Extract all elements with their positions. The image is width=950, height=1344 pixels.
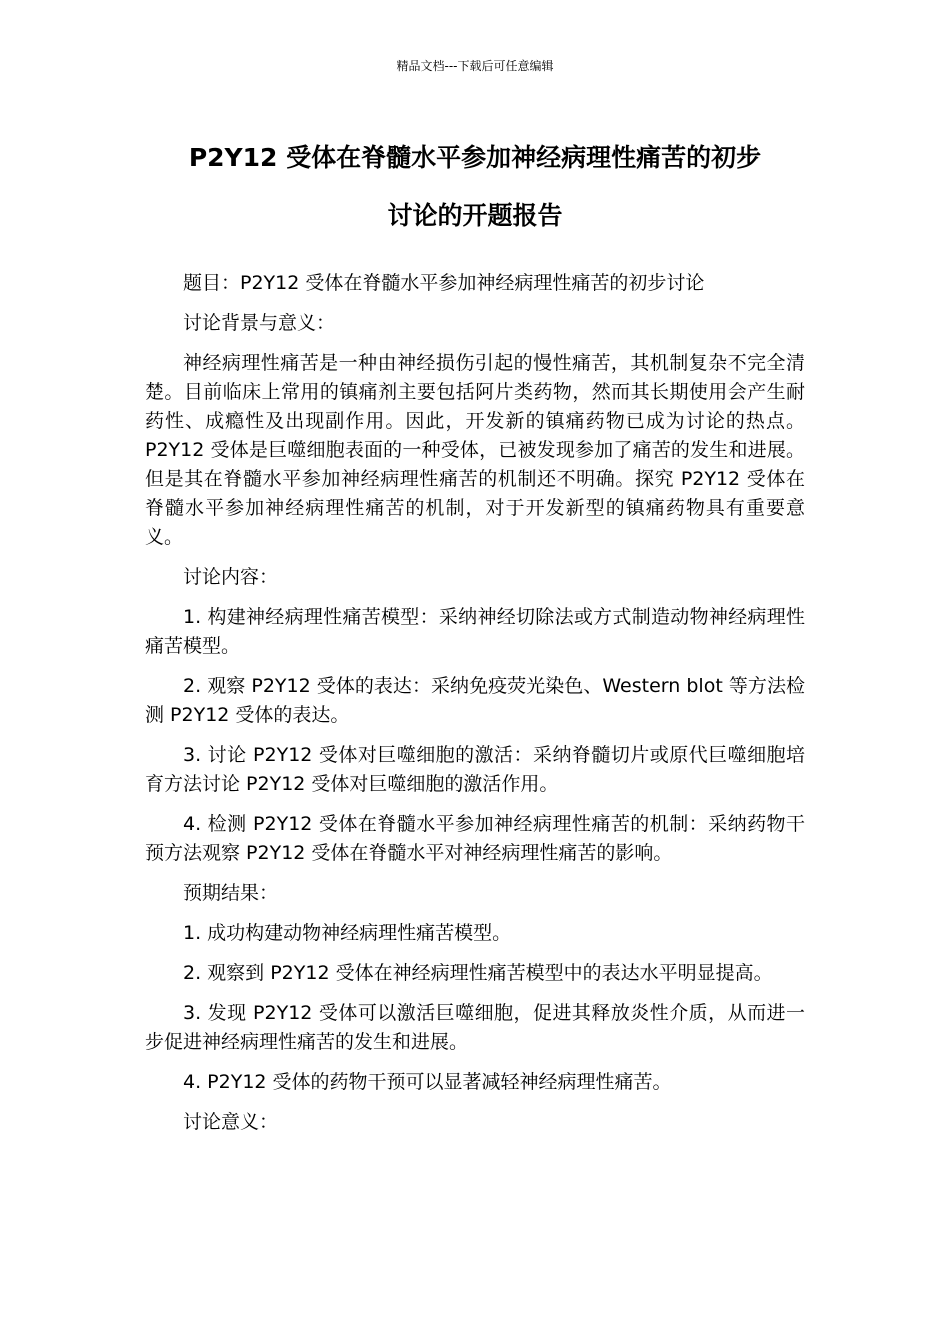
result-item-3: 3. 发现 P2Y12 受体可以激活巨噬细胞，促进其释放炎性介质，从而进一步促进神经病理性痛苦的发生和进展。 bbox=[145, 1002, 805, 1053]
result-item-2: 2. 观察到 P2Y12 受体在神经病理性痛苦模型中的表达水平明显提高。 bbox=[183, 962, 773, 984]
background-paragraph: 神经病理性痛苦是一种由神经损伤引起的慢性痛苦，其机制复杂不完全清楚。目前临床上常用的镇痛剂主要包括阿片类药物，然而其长期使用会产生耐药性、成瘾性及出现副作用。因此，开发新的镇痛药物已成为讨论的热点。P2Y12 受体是巨噬细胞表面的一种受体，已被发现参加了痛苦的发生和进展。但是其在脊髓水平参加神经病理性痛苦的机制还不明确。探究 P2Y12 受体在脊髓水平参加神经病理性痛苦的机制，对于开发新型的镇痛药物具有重要意义。 bbox=[145, 352, 805, 548]
section-heading-background: 讨论背景与意义： bbox=[183, 312, 336, 334]
result-item-4: 4. P2Y12 受体的药物干预可以显著减轻神经病理性痛苦。 bbox=[183, 1071, 672, 1093]
section-heading-content: 讨论内容： bbox=[183, 566, 279, 588]
content-item-4: 4. 检测 P2Y12 受体在脊髓水平参加神经病理性痛苦的机制：采纳药物干预方法观察 P2Y12 受体在脊髓水平对神经病理性痛苦的影响。 bbox=[145, 813, 805, 864]
content-item-3: 3. 讨论 P2Y12 受体对巨噬细胞的激活：采纳脊髓切片或原代巨噬细胞培育方法讨论 P2Y12 受体对巨噬细胞的激活作用。 bbox=[145, 744, 805, 795]
section-heading-significance: 讨论意义： bbox=[183, 1111, 279, 1133]
document-title-line-1: P2Y12 受体在脊髓水平参加神经病理性痛苦的初步 bbox=[188, 143, 762, 172]
section-heading-expected-results: 预期结果： bbox=[183, 882, 279, 904]
page-header-note: 精品文档---下载后可任意编辑 bbox=[396, 59, 554, 73]
document-body bbox=[145, 269, 805, 1148]
document-title bbox=[110, 129, 840, 245]
content-item-1: 1. 构建神经病理性痛苦模型：采纳神经切除法或方式制造动物神经病理性痛苦模型。 bbox=[145, 606, 805, 657]
document-title-line-2: 讨论的开题报告 bbox=[387, 201, 563, 230]
content-item-2: 2. 观察 P2Y12 受体的表达：采纳免疫荧光染色、Western blot 等方法检测 P2Y12 受体的表达。 bbox=[145, 675, 805, 726]
result-item-1: 1. 成功构建动物神经病理性痛苦模型。 bbox=[183, 922, 512, 944]
topic-line: 题目：P2Y12 受体在脊髓水平参加神经病理性痛苦的初步讨论 bbox=[183, 272, 705, 294]
